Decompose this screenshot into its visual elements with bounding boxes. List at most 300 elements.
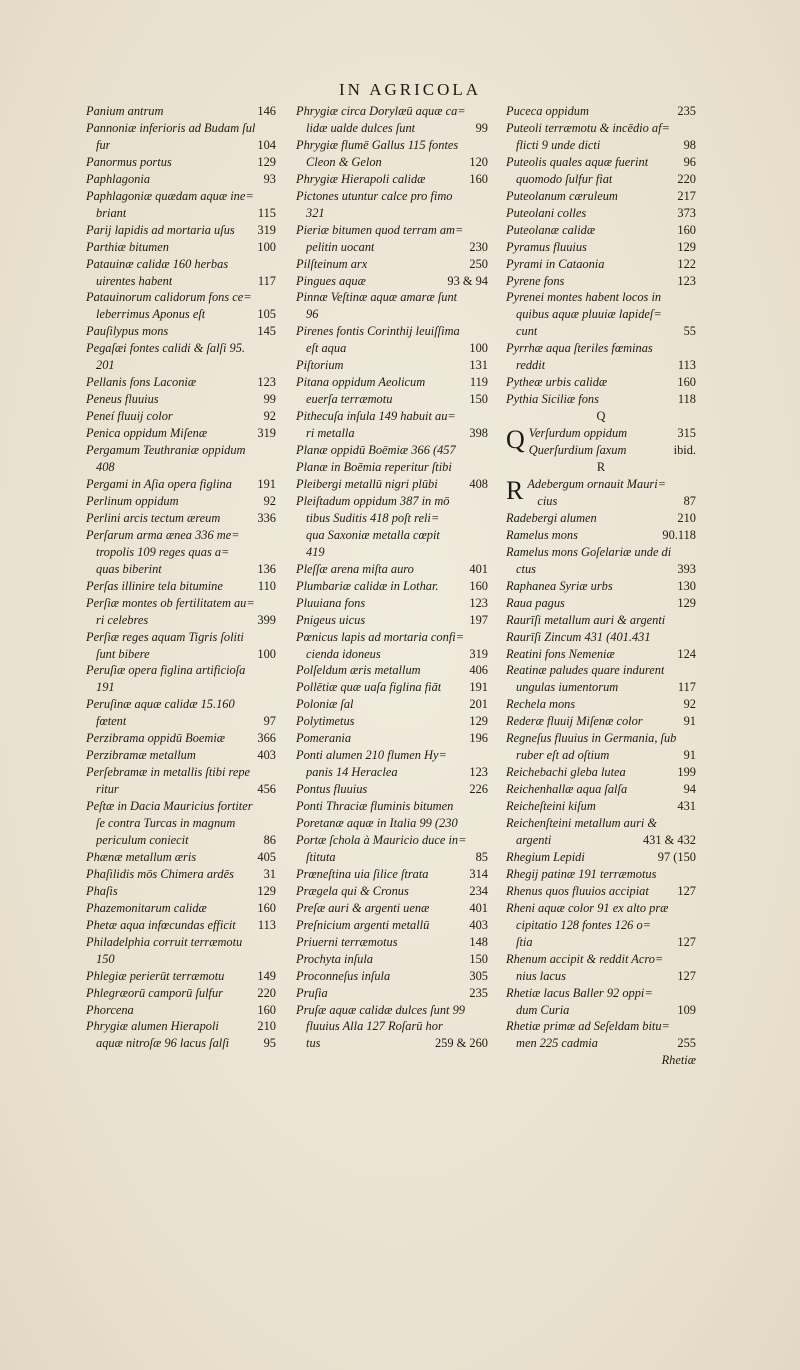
- entry-page-ref: ibid.: [673, 443, 696, 458]
- running-head: IN AGRICOLA: [338, 80, 482, 99]
- index-entry: [86, 1035, 276, 1052]
- index-entry: [506, 629, 696, 646]
- entry-page-ref: 87: [683, 493, 696, 508]
- entry-page-ref: 220: [677, 171, 696, 186]
- entry-page-ref: 127: [677, 968, 696, 983]
- entry-page-ref: 160: [677, 375, 696, 390]
- index-entry: [296, 917, 488, 934]
- index-entry: [86, 883, 276, 900]
- entry-page-ref: 129: [677, 595, 696, 610]
- entry-term: cipitatio 128 fontes 126 o=: [516, 917, 652, 932]
- index-entry: [296, 544, 488, 561]
- entry-term: Peruſinæ aquæ calidæ 15.160: [86, 697, 235, 712]
- entry-page-ref: 148: [469, 934, 488, 949]
- index-entry: [506, 764, 696, 781]
- index-entry: [86, 120, 276, 137]
- index-entry: [86, 1018, 276, 1035]
- entry-term: ri metalla: [306, 426, 355, 441]
- entry-page-ref: 315: [677, 426, 696, 441]
- entry-term: Raphanea Syriæ urbs: [506, 578, 613, 593]
- entry-term: Preſnicium argenti metallū: [296, 917, 430, 932]
- entry-page-ref: 105: [257, 307, 276, 322]
- entry-term: Pyrrhæ aqua ſteriles fœminas: [506, 341, 653, 356]
- entry-term: 321: [306, 205, 325, 220]
- entry-term: Perzibramæ metallum: [86, 748, 196, 763]
- index-entry: [506, 273, 696, 290]
- index-entry: [86, 442, 276, 459]
- entry-term: Pauſilypus mons: [86, 324, 169, 339]
- index-entry: [86, 951, 276, 968]
- entry-page-ref: 149: [257, 968, 276, 983]
- index-entry: [296, 730, 488, 747]
- index-entry: [296, 781, 488, 798]
- entry-term: Proconneſus inſula: [296, 968, 391, 983]
- entry-page-ref: 123: [469, 765, 488, 780]
- index-entry: [296, 1018, 488, 1035]
- entry-term: Reatini fons Nemeniæ: [506, 646, 615, 661]
- entry-term: Puteolani colles: [506, 205, 587, 220]
- entry-page-ref: 90.118: [662, 527, 696, 542]
- entry-term: Pegaſæi fontes calidi & ſalſi 95.: [86, 341, 246, 356]
- entry-term: Raurīſi Zincum 431 (401.431: [506, 629, 651, 644]
- index-entry: [296, 679, 488, 696]
- entry-term: Polſeldum æris metallum: [296, 663, 421, 678]
- index-entry: [506, 510, 696, 527]
- index-entry: [86, 815, 276, 832]
- entry-term: Rechela mons: [506, 697, 576, 712]
- entry-page-ref: 336: [257, 510, 276, 525]
- entry-page-ref: 197: [469, 612, 488, 627]
- entry-page-ref: 127: [677, 883, 696, 898]
- entry-term: aquæ nitroſæ 96 lacus ſalſi: [96, 1036, 230, 1051]
- index-entry: [86, 544, 276, 561]
- entry-term: Ramelus mons: [506, 527, 578, 542]
- index-entry: [296, 1035, 488, 1052]
- entry-term: Phaſilidis mōs Chimera ardēs: [86, 866, 234, 881]
- index-entry: [296, 866, 488, 883]
- entry-term: Ponti alumen 210 flumen Hy=: [296, 748, 447, 763]
- entry-term: Peſtæ in Dacia Mauricius fortiter: [86, 799, 253, 814]
- entry-page-ref: 199: [677, 765, 696, 780]
- entry-page-ref: 403: [257, 748, 276, 763]
- index-entry: [86, 917, 276, 934]
- index-column-2: [296, 103, 488, 1052]
- entry-page-ref: 91: [683, 714, 696, 729]
- index-entry: [506, 747, 696, 764]
- entry-term: Pleiſtadum oppidum 387 in mō: [296, 493, 450, 508]
- entry-page-ref: 373: [677, 205, 696, 220]
- entry-page-ref: 398: [469, 426, 488, 441]
- index-entry: [506, 1018, 696, 1035]
- entry-page-ref: 150: [469, 392, 488, 407]
- entry-term: Phaſis: [86, 883, 118, 898]
- entry-term: Pirenes fontis Corinthij leuiſſima: [296, 324, 460, 339]
- entry-page-ref: 401: [469, 900, 488, 915]
- entry-term: Pœnicus lapis ad mortaria confi=: [296, 629, 465, 644]
- entry-term: 408: [96, 460, 115, 475]
- entry-page-ref: 95: [263, 1036, 276, 1051]
- entry-term: qua Saxoniæ metalla cœpit: [306, 527, 440, 542]
- index-entry: [86, 493, 276, 510]
- entry-page-ref: 210: [257, 1019, 276, 1034]
- index-entry: [296, 662, 488, 679]
- column-3-top: [506, 103, 696, 408]
- entry-page-ref: 113: [677, 358, 696, 373]
- entry-page-ref: 93 & 94: [447, 273, 488, 288]
- entry-term: Rheni aquæ color 91 ex alto præ: [506, 900, 669, 915]
- index-entry: [506, 154, 696, 171]
- index-entry: [86, 340, 276, 357]
- entry-term: Pieriæ bitumen quod terram am=: [296, 222, 464, 237]
- index-entry: [296, 256, 488, 273]
- entry-term: Pruſia: [296, 985, 328, 1000]
- index-entry: [296, 798, 488, 815]
- entry-page-ref: 160: [469, 578, 488, 593]
- index-entry: [86, 459, 276, 476]
- index-entry: [506, 578, 696, 595]
- index-entry: [86, 222, 276, 239]
- entry-page-ref: 136: [257, 561, 276, 576]
- index-entry: [506, 662, 696, 679]
- entry-term: Phetæ aqua infœcundas efficit: [86, 917, 236, 932]
- index-entry: [86, 849, 276, 866]
- entry-term: Perſiæ reges aquam Tigris ſoliti: [86, 629, 244, 644]
- entry-page-ref: 196: [469, 731, 488, 746]
- entry-term: Reichenſteini metallum auri &: [506, 816, 658, 831]
- index-entry: [506, 340, 696, 357]
- index-entry: [506, 188, 696, 205]
- entry-term: Rhetiæ primæ ad Seſeldam bitu=: [506, 1019, 670, 1034]
- entry-term: 96: [306, 307, 319, 322]
- index-entry: [296, 696, 488, 713]
- entry-term: Ramelus mons Goſelariæ unde di: [506, 544, 672, 559]
- entry-term: Pergami in Aſia opera figlina: [86, 476, 232, 491]
- entry-term: Pictones utuntur calce pro fimo: [296, 188, 453, 203]
- index-entry: [296, 968, 488, 985]
- index-entry: [529, 425, 696, 442]
- entry-page-ref: 210: [677, 510, 696, 525]
- index-entry: [506, 730, 696, 747]
- index-entry: [296, 951, 488, 968]
- index-entry: [296, 188, 488, 205]
- entry-term: tropolis 109 reges quas a=: [96, 544, 230, 559]
- index-entry: [506, 951, 696, 968]
- index-entry: [506, 239, 696, 256]
- entry-page-ref: 85: [475, 849, 488, 864]
- entry-term: Raua pagus: [506, 595, 565, 610]
- index-entry: [296, 646, 488, 663]
- index-entry: [527, 476, 696, 493]
- index-entry: [296, 391, 488, 408]
- index-entry: [86, 205, 276, 222]
- entry-page-ref: 160: [469, 171, 488, 186]
- index-entry: [506, 696, 696, 713]
- entry-page-ref: 110: [257, 578, 276, 593]
- entry-term: Perſas illinire tela bitumine: [86, 578, 223, 593]
- q-section-lines: [529, 425, 696, 459]
- entry-term: Pythia Siciliæ fons: [506, 392, 599, 407]
- entry-term: Planæ oppidū Boēmiæ 366 (457: [296, 443, 456, 458]
- entry-page-ref: 234: [469, 883, 488, 898]
- entry-page-ref: 217: [677, 188, 696, 203]
- index-entry: [296, 476, 488, 493]
- index-entry: [506, 934, 696, 951]
- entry-page-ref: 117: [257, 273, 276, 288]
- entry-term: Puceca oppidum: [506, 104, 589, 118]
- index-entry: [506, 527, 696, 544]
- index-entry: [506, 849, 696, 866]
- index-entry: [86, 391, 276, 408]
- entry-term: 150: [96, 951, 115, 966]
- index-entry: [506, 781, 696, 798]
- entry-term: flicti 9 unde dicti: [516, 137, 601, 152]
- entry-page-ref: 431 & 432: [642, 832, 696, 847]
- index-entry: [296, 289, 488, 306]
- index-entry: [506, 985, 696, 1002]
- index-entry: [86, 730, 276, 747]
- entry-page-ref: 305: [469, 968, 488, 983]
- index-entry: [296, 1002, 488, 1019]
- entry-page-ref: 96: [683, 154, 696, 169]
- index-entry: [86, 646, 276, 663]
- entry-term: Puteolis quales aquæ fuerint: [506, 154, 649, 169]
- entry-term: Pingues aquæ: [296, 273, 366, 288]
- index-entry: [506, 883, 696, 900]
- index-entry: [86, 985, 276, 1002]
- entry-term: Puteolanum cæruleum: [506, 188, 618, 203]
- index-entry: [86, 239, 276, 256]
- index-entry: [86, 357, 276, 374]
- entry-page-ref: 118: [677, 392, 696, 407]
- index-entry: [506, 391, 696, 408]
- entry-page-ref: 129: [257, 883, 276, 898]
- entry-page-ref: 160: [257, 1002, 276, 1017]
- entry-term: Raurīſi metallum auri & argenti: [506, 612, 666, 627]
- entry-term: leberrimus Aponus eſt: [96, 307, 206, 322]
- entry-page-ref: 100: [257, 239, 276, 254]
- entry-page-ref: 91: [683, 748, 696, 763]
- entry-term: eſt aqua: [306, 341, 347, 356]
- entry-term: Pontus fluuius: [296, 782, 368, 797]
- entry-page-ref: 123: [677, 273, 696, 288]
- index-entry: [86, 510, 276, 527]
- index-entry: [86, 798, 276, 815]
- entry-term: tibus Suditis 418 poſt reli=: [306, 510, 440, 525]
- index-entry: [506, 1002, 696, 1019]
- entry-term: Phrygiæ Hierapoli calidæ: [296, 171, 426, 186]
- entry-term: Rhenum accipit & reddit Acro=: [506, 951, 664, 966]
- entry-page-ref: 399: [257, 612, 276, 627]
- entry-page-ref: 31: [263, 866, 276, 881]
- entry-term: quas biberint: [96, 561, 162, 576]
- entry-term: Regneſus fluuius in Germania, ſub: [506, 731, 677, 746]
- entry-page-ref: 150: [469, 951, 488, 966]
- index-entry: [86, 154, 276, 171]
- index-entry: [86, 747, 276, 764]
- entry-term: Piſtorium: [296, 358, 344, 373]
- index-entry: [296, 900, 488, 917]
- entry-term: quibus aquæ pluuiæ lapideſ=: [516, 307, 662, 322]
- entry-term: Pyrene fons: [506, 273, 565, 288]
- index-column-3: [506, 103, 696, 1069]
- entry-term: Pollētiæ quæ uaſa figlina fiāt: [296, 680, 442, 695]
- entry-term: Rhegij patinæ 191 terræmotus: [506, 866, 657, 881]
- entry-term: Polytimetus: [296, 714, 355, 729]
- index-entry: [506, 103, 696, 120]
- entry-term: periculum coniecit: [96, 832, 189, 847]
- entry-term: Panormus portus: [86, 154, 172, 169]
- entry-term: Pannoniæ inferioris ad Budam ſul: [86, 120, 256, 135]
- entry-term: Phænæ metallum æris: [86, 849, 197, 864]
- entry-term: pelitin uocant: [306, 239, 375, 254]
- index-entry: [296, 120, 488, 137]
- index-entry: [296, 561, 488, 578]
- index-entry: [506, 561, 696, 578]
- entry-term: Phrygiæ flumē Gallus 115 fontes: [296, 137, 459, 152]
- entry-term: Poretanæ aquæ in Italia 99 (230: [296, 816, 458, 831]
- r-section: [506, 476, 696, 510]
- entry-term: Cleon & Gelon: [306, 154, 382, 169]
- index-entry: [506, 289, 696, 306]
- entry-term: Puteolanæ calidæ: [506, 222, 596, 237]
- entry-page-ref: 97: [263, 714, 276, 729]
- entry-page-ref: 100: [469, 341, 488, 356]
- index-entry: [506, 679, 696, 696]
- entry-term: Patauinorum calidorum fons ce=: [86, 290, 252, 305]
- entry-term: ſunt bibere: [96, 646, 150, 661]
- entry-page-ref: 55: [683, 324, 696, 339]
- entry-term: Poloniæ ſal: [296, 697, 354, 712]
- entry-term: Ponti Thraciæ fluminis bitumen: [296, 799, 454, 814]
- entry-page-ref: 129: [677, 239, 696, 254]
- entry-page-ref: 220: [257, 985, 276, 1000]
- index-entry: [86, 425, 276, 442]
- entry-term: Pitana oppidum Aeolicum: [296, 375, 426, 390]
- entry-term: Adebergum ornauit Mauri=: [527, 476, 667, 491]
- index-entry: [506, 205, 696, 222]
- r-section-lines: [527, 476, 696, 510]
- entry-page-ref: 259 & 260: [434, 1036, 488, 1051]
- catchword: Rhetiæ: [661, 1053, 696, 1068]
- index-entry: [296, 374, 488, 391]
- entry-page-ref: 130: [677, 578, 696, 593]
- index-entry: [506, 832, 696, 849]
- entry-page-ref: 129: [469, 714, 488, 729]
- index-entry: [86, 934, 276, 951]
- entry-page-ref: 456: [257, 782, 276, 797]
- entry-term: Phrygiæ circa Dorylæū aquæ ca=: [296, 104, 466, 118]
- entry-term: Reicheſteini kiſum: [506, 799, 596, 814]
- index-entry: [86, 629, 276, 646]
- entry-page-ref: 230: [469, 239, 488, 254]
- index-entry: [296, 222, 488, 239]
- entry-term: Perlinum oppidum: [86, 493, 179, 508]
- entry-term: Perlini arcis tectum æreum: [86, 510, 221, 525]
- index-entry: [86, 171, 276, 188]
- index-entry: [86, 527, 276, 544]
- entry-term: argenti: [516, 832, 552, 847]
- index-entry: [86, 289, 276, 306]
- entry-term: men 225 cadmia: [516, 1036, 598, 1051]
- entry-term: Reichebachi gleba lutea: [506, 765, 626, 780]
- entry-term: Phorcena: [86, 1002, 134, 1017]
- entry-term: Perſiæ montes ob fertilitatem au=: [86, 595, 255, 610]
- entry-term: Panium antrum: [86, 104, 164, 118]
- entry-term: Pinnæ Veſtinæ aquæ amaræ ſunt: [296, 290, 458, 305]
- entry-term: Pleſſæ arena miſta auro: [296, 561, 414, 576]
- entry-term: ritur: [96, 782, 119, 797]
- entry-term: Paphlagonia: [86, 171, 151, 186]
- entry-term: reddit: [516, 358, 546, 373]
- index-entry: [296, 764, 488, 781]
- index-entry: [296, 459, 488, 476]
- index-entry: [86, 408, 276, 425]
- entry-term: quomodo ſulfur fiat: [516, 171, 613, 186]
- initial-q: Q: [506, 425, 525, 455]
- entry-page-ref: 124: [677, 646, 696, 661]
- entry-page-ref: 113: [257, 917, 276, 932]
- entry-term: Rhegium Lepidi: [506, 849, 585, 864]
- entry-term: Peneus fluuius: [86, 392, 159, 407]
- index-entry: [506, 137, 696, 154]
- entry-page-ref: 401: [469, 561, 488, 576]
- entry-term: Pytheæ urbis calidæ: [506, 375, 608, 390]
- index-entry: [296, 408, 488, 425]
- index-entry: [86, 968, 276, 985]
- index-entry: [86, 188, 276, 205]
- entry-page-ref: 123: [257, 375, 276, 390]
- entry-term: panis 14 Heraclea: [306, 765, 398, 780]
- entry-term: Querſurdium ſaxum: [528, 443, 627, 458]
- entry-page-ref: 92: [263, 409, 276, 424]
- index-entry: [296, 510, 488, 527]
- index-entry: [506, 866, 696, 883]
- entry-term: Reatinæ paludes quare indurent: [506, 663, 665, 678]
- index-entry: [86, 713, 276, 730]
- entry-page-ref: 117: [677, 680, 696, 695]
- entry-page-ref: 235: [677, 104, 696, 118]
- index-entry: [86, 679, 276, 696]
- entry-term: fur: [96, 137, 111, 152]
- entry-page-ref: 403: [469, 917, 488, 932]
- index-entry: [296, 713, 488, 730]
- index-entry: [506, 595, 696, 612]
- index-entry: [296, 306, 488, 323]
- entry-page-ref: 100: [257, 646, 276, 661]
- entry-page-ref: 314: [469, 866, 488, 881]
- entry-term: Pilſteinum arx: [296, 256, 368, 271]
- entry-term: Planæ in Boēmia reperitur ſtibi: [296, 460, 452, 475]
- entry-term: Parij lapidis ad mortaria uſus: [86, 222, 235, 237]
- index-entry: [86, 832, 276, 849]
- index-entry: [296, 273, 488, 290]
- entry-term: Puteoli terræmotu & incēdio af=: [506, 120, 670, 135]
- entry-term: cunt: [516, 324, 538, 339]
- entry-page-ref: 123: [469, 595, 488, 610]
- entry-page-ref: 109: [677, 1002, 696, 1017]
- index-entry: [296, 815, 488, 832]
- index-entry: [506, 306, 696, 323]
- entry-term: fluuius Alla 127 Roſarū hor: [306, 1019, 443, 1034]
- letter-heading-q: Q: [596, 409, 606, 424]
- entry-page-ref: 92: [683, 697, 696, 712]
- entry-term: Priuerni terræmotus: [296, 934, 398, 949]
- entry-page-ref: 431: [677, 799, 696, 814]
- entry-term: Phazemonitarum calidæ: [86, 900, 207, 915]
- entry-page-ref: 145: [257, 324, 276, 339]
- index-entry: [86, 374, 276, 391]
- entry-term: cius: [537, 493, 558, 508]
